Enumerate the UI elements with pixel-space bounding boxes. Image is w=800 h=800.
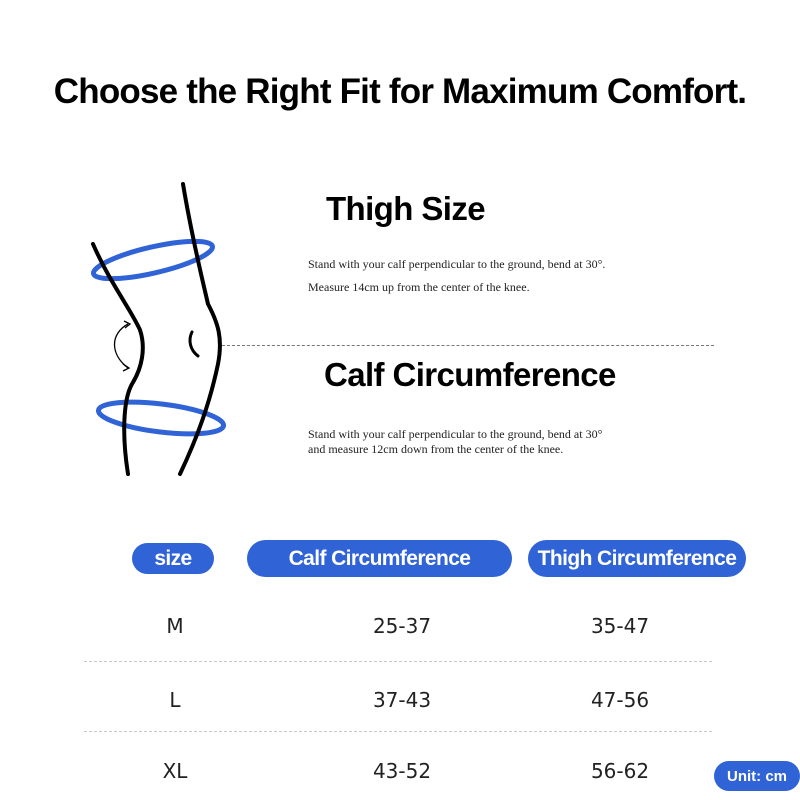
knee-center-line [222, 345, 714, 346]
calf-cell: 43-52 [372, 759, 432, 783]
size-cell: M [166, 614, 184, 638]
unit-badge: Unit: cm [714, 761, 800, 791]
thigh-instruction-line1: Stand with your calf perpendicular to the ground, bend at 30°. [308, 257, 606, 271]
size-header: size [132, 543, 214, 574]
size-cell: L [169, 688, 181, 712]
calf-cell: 25-37 [372, 614, 432, 638]
thigh-cell: 47-56 [590, 688, 650, 712]
bend-angle-arrow-icon [115, 324, 129, 368]
calf-cell: 37-43 [372, 688, 432, 712]
size-cell: XL [162, 759, 188, 783]
thigh-cell: 56-62 [590, 759, 650, 783]
calf-instruction-line1: Stand with your calf perpendicular to the ground, bend at 30° [308, 427, 603, 441]
thigh-cell: 35-47 [590, 614, 650, 638]
knee-measurement-illustration [80, 178, 240, 483]
row-divider [84, 731, 712, 732]
thigh-circumference-header: Thigh Circumference [528, 540, 746, 577]
kneecap-mark [190, 332, 198, 356]
thigh-instruction-line2: Measure 14cm up from the center of the knee. [308, 280, 530, 294]
calf-circumference-header: Calf Circumference [247, 540, 512, 577]
thigh-size-title: Thigh Size [326, 190, 486, 227]
calf-circumference-title: Calf Circumference [324, 356, 616, 393]
page-title: Choose the Right Fit for Maximum Comfort. [53, 72, 747, 111]
calf-instruction-line2: and measure 12cm down from the center of the knee. [308, 442, 564, 456]
row-divider [84, 661, 712, 662]
